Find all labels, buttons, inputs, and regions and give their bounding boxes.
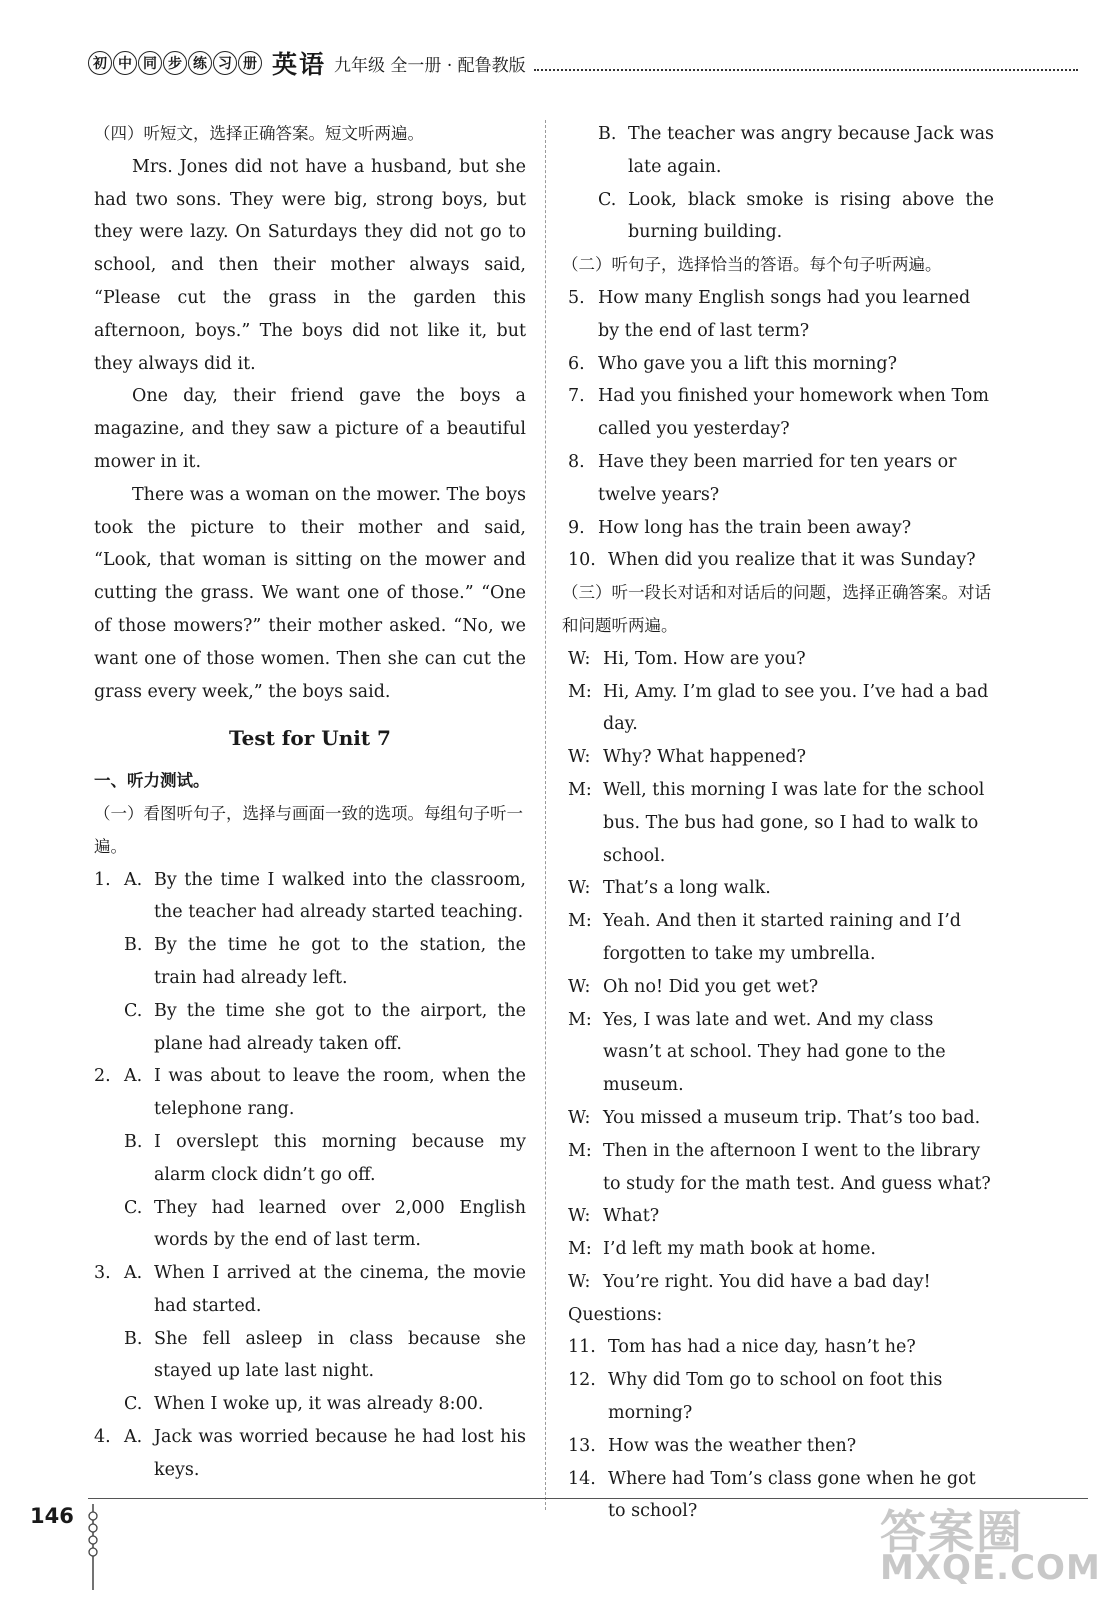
series-char: 册 xyxy=(238,51,262,75)
dialogue-text: Oh no! Did you get wet? xyxy=(603,976,819,997)
question-number: 2. xyxy=(94,1066,111,1087)
left-column xyxy=(94,118,526,1487)
right-column xyxy=(562,118,994,1528)
series-char: 练 xyxy=(188,51,212,75)
answer-option xyxy=(124,1126,526,1192)
speaker-label: W: xyxy=(568,1206,591,1227)
question-text: Have they been married for ten years or twelve years? xyxy=(598,451,957,505)
option-label: B. xyxy=(124,1131,143,1152)
option-label: A. xyxy=(124,1427,143,1448)
dialogue-text: Yeah. And then it started raining and I’d forgotten to take my umbrella. xyxy=(603,911,961,964)
question-text: When did you realize that it was Sunday? xyxy=(608,550,976,571)
answer-option xyxy=(568,184,994,250)
dialogue-text: Why? What happened? xyxy=(603,747,807,768)
grade-label: 九年级 全一册 · 配鲁教版 xyxy=(334,55,526,76)
option-text: Look, black smoke is rising above the burning building. xyxy=(628,189,994,243)
answer-option xyxy=(124,929,526,995)
question-text: Where had Tom’s class gone when he got to school? xyxy=(608,1468,976,1522)
option-label: C. xyxy=(124,1000,143,1021)
dialogue-line xyxy=(568,676,994,742)
question-item xyxy=(568,1331,994,1364)
question-number: 4. xyxy=(94,1427,111,1448)
question-number: 1. xyxy=(94,869,111,890)
question-number: 8. xyxy=(568,451,585,472)
answer-option xyxy=(124,1388,526,1421)
speaker-label: M: xyxy=(568,911,592,932)
section-3-heading: （三）听一段长对话和对话后的问题，选择正确答案。对话和问题听两遍。 xyxy=(562,583,991,635)
column-divider xyxy=(545,120,546,1510)
dialogue-line xyxy=(568,905,994,971)
question-number: 9. xyxy=(568,517,585,538)
option-text: By the time he got to the station, the train had already left. xyxy=(154,935,526,988)
dialogue-line xyxy=(568,872,994,905)
series-title xyxy=(88,51,262,75)
question-item xyxy=(568,282,994,348)
dialogue-text: Hi, Amy. I’m glad to see you. I’ve had a bad day. xyxy=(603,681,989,735)
question-item xyxy=(568,1364,994,1430)
question-number: 7. xyxy=(568,386,585,407)
dialogue-line xyxy=(568,774,994,872)
dialogue-line xyxy=(568,1266,994,1299)
option-label: C. xyxy=(124,1394,143,1415)
part-1-heading: 一、听力测试。 xyxy=(94,771,210,791)
speaker-label: W: xyxy=(568,878,591,899)
questions-label: Questions: xyxy=(568,1304,663,1325)
option-label: A. xyxy=(124,1263,143,1284)
answer-option xyxy=(124,864,526,930)
question-text: Why did Tom go to school on foot this morning? xyxy=(608,1370,943,1424)
dialogue-text: Then in the afternoon I went to the library to study for the math test. And guess what? xyxy=(603,1140,991,1194)
option-label: A. xyxy=(124,1066,143,1087)
speaker-label: W: xyxy=(568,747,591,768)
dialogue-text: Yes, I was late and wet. And my class wasn’t at school. They had gone to the museum. xyxy=(603,1009,946,1096)
section-1-heading: （一）看图听句子，选择与画面一致的选项。每组句子听一遍。 xyxy=(94,803,523,856)
question-number: 12. xyxy=(568,1370,596,1391)
series-char: 中 xyxy=(113,51,137,75)
option-text: They had learned over 2,000 English words by the end of last term. xyxy=(154,1197,526,1251)
answer-option xyxy=(124,995,526,1061)
option-label: B. xyxy=(124,1328,143,1349)
series-char: 习 xyxy=(213,51,237,75)
speaker-label: M: xyxy=(568,779,592,800)
watermark-url: MXQE.COM xyxy=(880,1548,1101,1588)
series-char: 同 xyxy=(138,51,162,75)
speaker-label: W: xyxy=(568,648,591,669)
option-label: B. xyxy=(124,935,143,956)
dialogue-line xyxy=(568,1102,994,1135)
answer-option xyxy=(124,1060,526,1126)
question-item xyxy=(568,1430,994,1463)
answer-option xyxy=(124,1421,526,1487)
question-item xyxy=(568,380,994,446)
option-text: When I woke up, it was already 8:00. xyxy=(154,1394,484,1415)
option-text: I overslept this morning because my alarm clock didn’t go off. xyxy=(154,1131,526,1185)
speaker-label: M: xyxy=(568,1239,592,1260)
dialogue-text: You missed a museum trip. That’s too bad. xyxy=(603,1107,981,1128)
dialogue-line xyxy=(568,741,994,774)
dialogue-text: Well, this morning I was late for the school bus. The bus had gone, so I had to walk to school. xyxy=(603,779,985,866)
passage-paragraph: There was a woman on the mower. The boys took the picture to their mother and said, “Look, that woman is sitting on the mower and cutting the grass. We want one of those.” “One of those mowers?” their mother asked. “No, we want one of those women. Then she can cut the grass every week,” the boys said. xyxy=(94,484,527,702)
series-char: 步 xyxy=(163,51,187,75)
option-text: By the time she got to the airport, the plane had already taken off. xyxy=(154,1000,526,1054)
dialogue-line xyxy=(568,1200,994,1233)
dialogue-text: You’re right. You did have a bad day! xyxy=(603,1271,931,1292)
question-item xyxy=(568,348,994,381)
question-item xyxy=(94,1421,526,1487)
option-text: She fell asleep in class because she stayed up late last night. xyxy=(154,1328,526,1382)
dialogue-text: That’s a long walk. xyxy=(603,878,771,899)
dialogue-text: I’d left my math book at home. xyxy=(603,1239,876,1260)
question-number: 14. xyxy=(568,1468,596,1489)
speaker-label: M: xyxy=(568,1009,592,1030)
series-char: 初 xyxy=(88,51,112,75)
answer-option xyxy=(568,118,994,184)
question-text: How many English songs had you learned by the end of last term? xyxy=(598,287,971,341)
answer-option xyxy=(124,1257,526,1323)
dialogue-line xyxy=(568,1233,994,1266)
question-number: 10. xyxy=(568,550,596,571)
question-item xyxy=(568,512,994,545)
section-4-heading: （四）听短文，选择正确答案。短文听两遍。 xyxy=(94,124,424,143)
page-number: 146 xyxy=(30,1504,74,1528)
option-label: C. xyxy=(598,189,617,210)
section-2-heading: （二）听句子，选择恰当的答语。每个句子听两遍。 xyxy=(562,255,942,275)
speaker-label: M: xyxy=(568,681,592,702)
speaker-label: M: xyxy=(568,1140,592,1161)
option-text: Jack was worried because he had lost his keys. xyxy=(154,1427,526,1480)
option-label: C. xyxy=(124,1197,143,1218)
option-label: A. xyxy=(124,869,143,890)
option-text: When I arrived at the cinema, the movie had started. xyxy=(154,1263,526,1316)
subject-title: 英语 xyxy=(272,50,327,79)
question-text: Who gave you a lift this morning? xyxy=(598,353,897,374)
question-number: 3. xyxy=(94,1263,111,1284)
question-text: How long has the train been away? xyxy=(598,517,912,538)
question-item xyxy=(568,544,994,577)
dialogue-line xyxy=(568,1135,994,1201)
question-text: How was the weather then? xyxy=(608,1435,857,1456)
answer-option xyxy=(124,1323,526,1389)
question-item xyxy=(568,446,994,512)
question-item xyxy=(94,1060,526,1257)
option-label: B. xyxy=(598,124,617,144)
dialogue-line xyxy=(568,643,994,676)
answer-option xyxy=(124,1192,526,1258)
speaker-label: W: xyxy=(568,976,591,997)
question-text: Tom has had a nice day, hasn’t he? xyxy=(608,1337,916,1358)
watermark-logo: 答案圈 xyxy=(880,1505,1024,1559)
passage-paragraph: Mrs. Jones did not have a husband, but she had two sons. They were big, strong boys, but they were lazy. On Saturdays they did not go to school, and then their mother always said, “Please cut the grass in the garden this afternoon, boys.” The boys did not like it, but they always did it. xyxy=(94,156,526,374)
dialogue-line xyxy=(568,971,994,1004)
speaker-label: W: xyxy=(568,1271,591,1292)
question-number: 6. xyxy=(568,353,585,374)
question-text: Had you finished your homework when Tom called you yesterday? xyxy=(598,386,989,440)
passage-paragraph: One day, their friend gave the boys a magazine, and they saw a picture of a beautiful mower in it. xyxy=(94,386,526,472)
question-number: 5. xyxy=(568,287,585,308)
question-item xyxy=(94,1257,526,1421)
question-number: 13. xyxy=(568,1435,596,1456)
option-text: I was about to leave the room, when the telephone rang. xyxy=(154,1066,526,1120)
option-text: The teacher was angry because Jack was late again. xyxy=(628,124,994,177)
question-number: 11. xyxy=(568,1337,596,1358)
test-title: Test for Unit 7 xyxy=(229,726,391,751)
question-item xyxy=(94,864,526,1061)
option-text: By the time I walked into the classroom, the teacher had already started teaching. xyxy=(154,869,526,923)
speaker-label: W: xyxy=(568,1107,591,1128)
dialogue-line xyxy=(568,1004,994,1102)
page-header xyxy=(88,48,1088,78)
footer-ornament-icon xyxy=(86,1504,100,1590)
dialogue-text: What? xyxy=(603,1206,660,1227)
header-dotted-rule xyxy=(534,55,1078,71)
dialogue-text: Hi, Tom. How are you? xyxy=(603,648,806,669)
